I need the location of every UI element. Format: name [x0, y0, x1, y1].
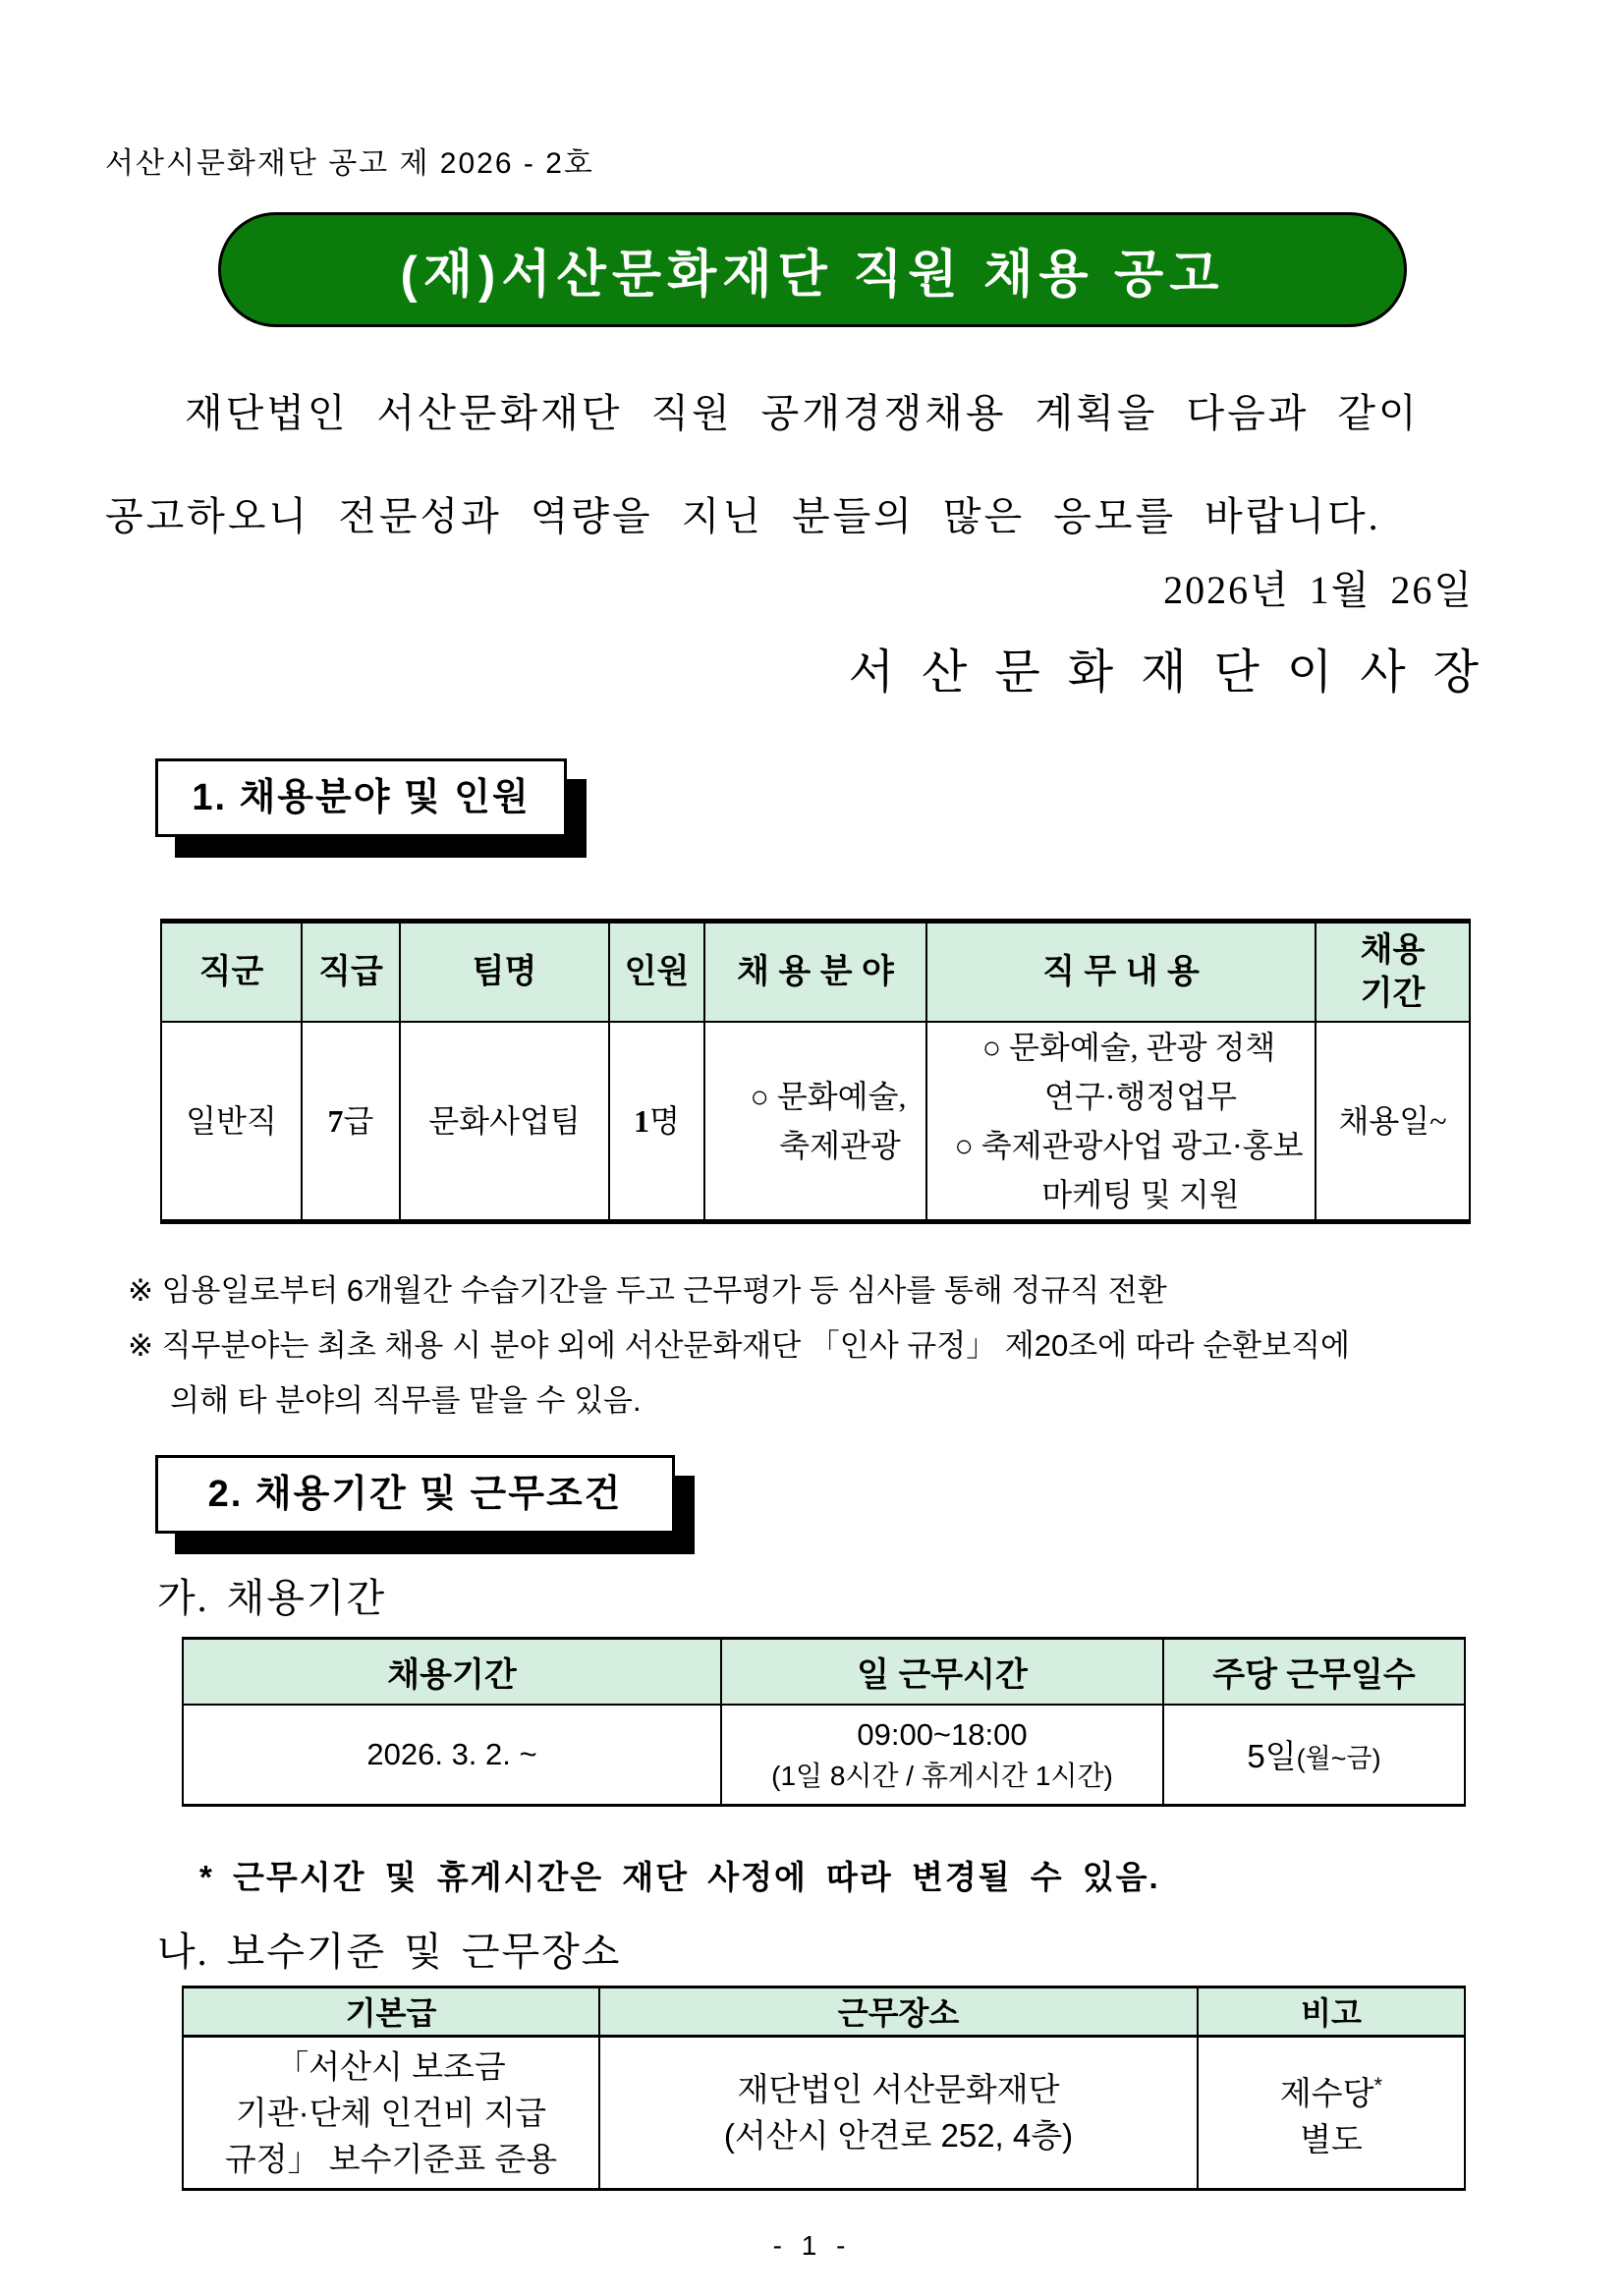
pay-workplace-table — [182, 1986, 1466, 2191]
header-job-group: 직군 — [161, 922, 302, 1022]
header-job-grade: 직급 — [302, 922, 400, 1022]
cell-weekly-days — [1163, 1705, 1465, 1805]
pay-table-header-row — [183, 1987, 1465, 2036]
intro-paragraph — [105, 388, 1486, 542]
header-recruit-field: 채 용 분 야 — [704, 922, 926, 1022]
weekly-days-range: (월~금) — [1296, 1744, 1381, 1774]
remark-asterisk: * — [1373, 2073, 1383, 2098]
headcount-number: 1 — [634, 1102, 650, 1139]
recruitment-table-row — [161, 1022, 1470, 1222]
announcement-date: 2026년 1월 26일 — [1163, 568, 1474, 612]
title-banner — [218, 212, 1407, 327]
subsection-b-heading: 나. 보수기준 및 근무장소 — [157, 1929, 622, 1974]
header-team-name: 팀명 — [400, 922, 609, 1022]
note-probation: ※ 임용일로부터 6개월간 수습기간을 두고 근무평가 등 심사를 통해 정규직 전환 — [128, 1272, 1167, 1308]
worktime-change-note: * 근무시간 및 휴게시간은 재단 사정에 따라 변경될 수 있음. — [199, 1858, 1160, 1895]
cell-workplace: 재단법인 서산문화재단 (서산시 안견로 252, 4층) — [599, 2036, 1198, 2189]
cell-base-pay: 「서산시 보조금 기관·단체 인건비 지급 규정」 보수기준표 준용 — [183, 2036, 599, 2189]
section2-title-box — [155, 1455, 675, 1534]
employment-period-table — [182, 1637, 1466, 1807]
grade-number: 7 — [327, 1102, 344, 1139]
header-workplace: 근무장소 — [599, 1987, 1198, 2036]
issue-number: 서산시문화재단 공고 제 2026 - 2호 — [105, 147, 594, 180]
section1-notes — [128, 1263, 1624, 1428]
intro-line-2: 공고하오니 전문성과 역량을 지닌 분들의 많은 응모를 바랍니다. — [105, 494, 1381, 538]
weekly-days-number: 5일 — [1247, 1738, 1297, 1775]
note-rotation: ※ 직무분야는 최초 채용 시 분야 외에 서산문화재단 「인사 규정」 제20조에 따라 순환보직에 의해 타 분야의 직무를 맡을 수 있음. — [128, 1327, 1350, 1418]
page-title: (재)서산문화재단 직원 채용 공고 — [400, 247, 1225, 304]
cell-duties: ○ 문화예술, 관광 정책 연구·행정업무 ○ 축제관광사업 광고·홍보 마케팅 및 지원 — [926, 1022, 1316, 1222]
cell-daily-hours — [721, 1705, 1163, 1805]
header-base-pay: 기본급 — [183, 1987, 599, 2036]
header-remark: 비고 — [1198, 1987, 1465, 2036]
cell-headcount — [609, 1022, 704, 1222]
daily-hours-main: 09:00~18:00 — [857, 1716, 1028, 1752]
cell-remark — [1198, 2036, 1465, 2189]
remark-separate: 별도 — [1300, 2121, 1363, 2157]
intro-line-1: 재단법인 서산문화재단 직원 공개경쟁채용 계획을 다음과 같이 — [185, 391, 1420, 435]
recruitment-field-table — [160, 919, 1471, 1224]
page-number: - 1 - — [772, 2230, 852, 2261]
cell-recruit-field: ○ 문화예술, 축제관광 — [704, 1022, 926, 1222]
section1-title-box — [155, 758, 567, 837]
period-table-header-row — [183, 1638, 1465, 1705]
cell-team-name: 문화사업팀 — [400, 1022, 609, 1222]
header-daily-hours: 일 근무시간 — [721, 1638, 1163, 1705]
signature: 서 산 문 화 재 단 이 사 장 — [848, 646, 1484, 699]
header-employment-period: 채용 기간 — [1316, 922, 1470, 1022]
cell-job-group: 일반직 — [161, 1022, 302, 1222]
cell-period: 2026. 3. 2. ~ — [183, 1705, 721, 1805]
header-headcount: 인원 — [609, 922, 704, 1022]
headcount-suffix: 명 — [649, 1102, 680, 1139]
period-table-row — [183, 1705, 1465, 1805]
grade-suffix: 급 — [343, 1102, 374, 1139]
subsection-a-heading: 가. 채용기간 — [157, 1575, 387, 1620]
header-period: 채용기간 — [183, 1638, 721, 1705]
section1-title: 1. 채용분야 및 인원 — [192, 777, 531, 818]
remark-allowance: 제수당 — [1279, 2075, 1374, 2111]
pay-table-row — [183, 2036, 1465, 2189]
header-duties: 직 무 내 용 — [926, 922, 1316, 1022]
cell-employment-period: 채용일~ — [1316, 1022, 1470, 1222]
header-weekly-days: 주당 근무일수 — [1163, 1638, 1465, 1705]
recruitment-table-header-row — [161, 922, 1470, 1022]
cell-job-grade — [302, 1022, 400, 1222]
daily-hours-detail: (1일 8시간 / 휴게시간 1시간) — [771, 1760, 1113, 1791]
section2-title: 2. 채용기간 및 근무조건 — [207, 1473, 623, 1515]
